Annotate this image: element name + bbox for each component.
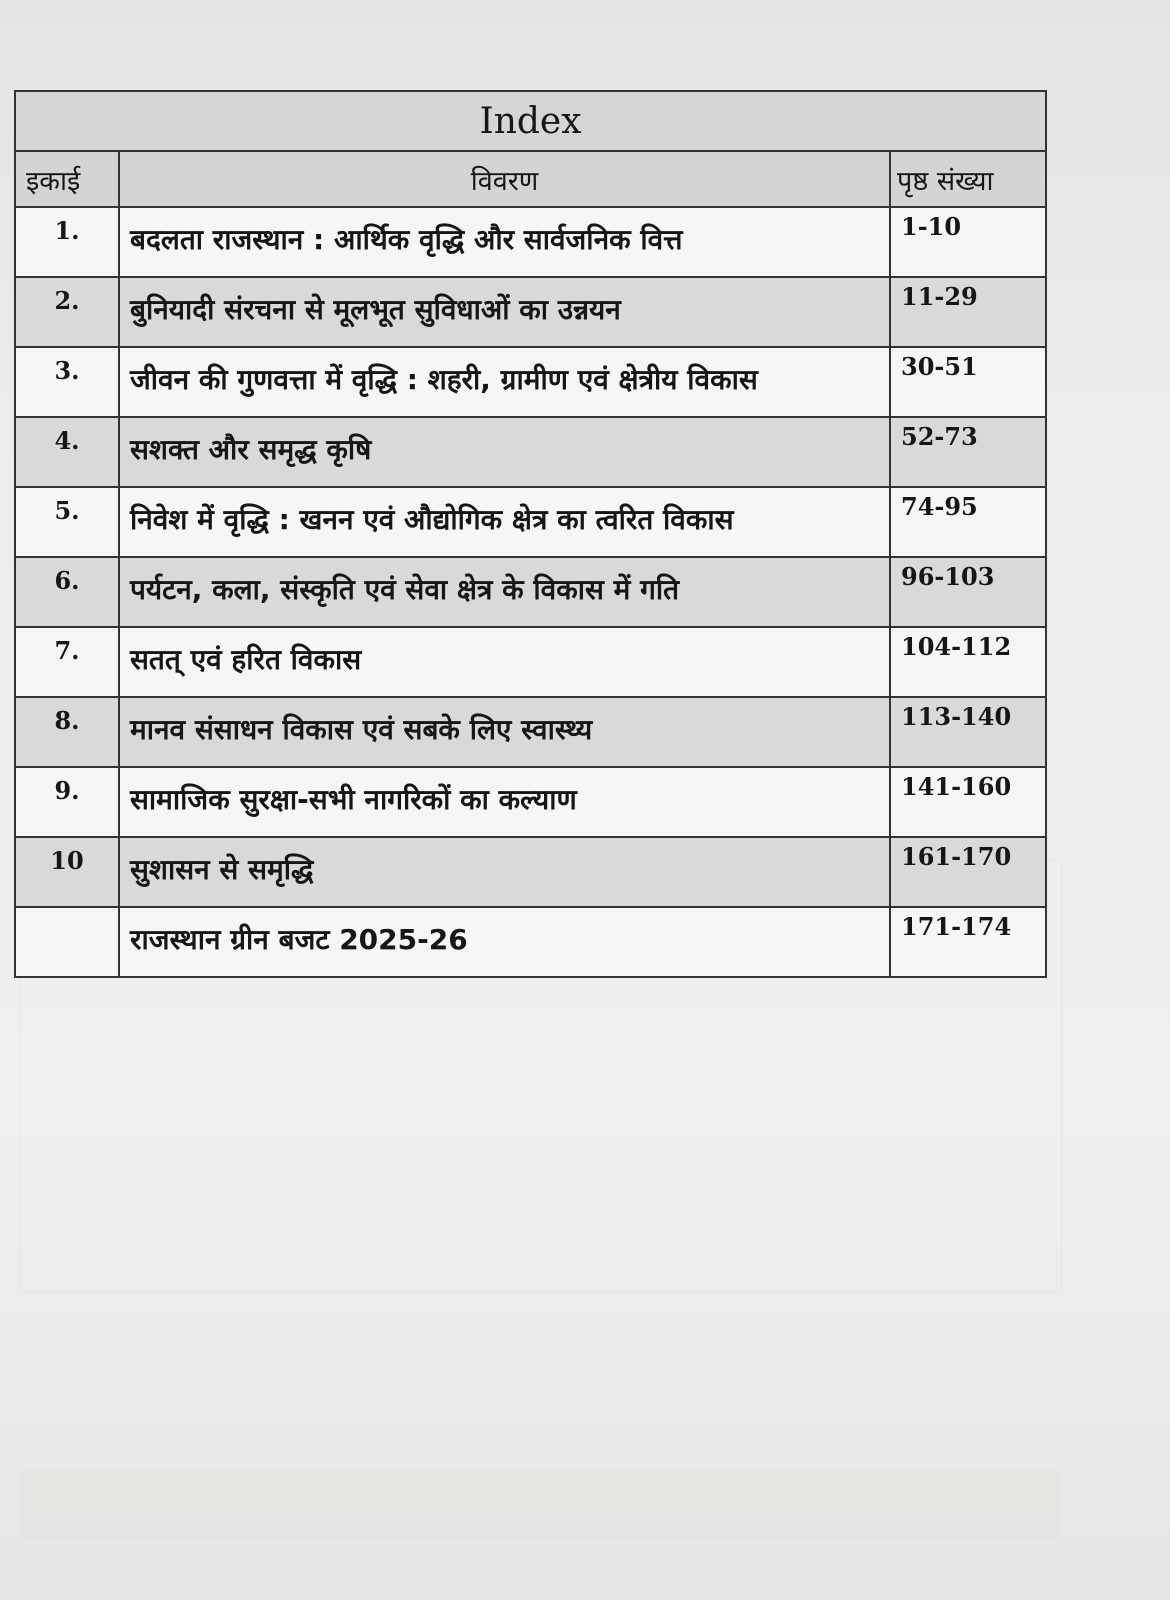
description-cell: बदलता राजस्थान : आर्थिक वृद्धि और सार्वजनिक वित्त: [119, 207, 890, 277]
index-title: Index: [15, 91, 1046, 151]
description-cell: मानव संसाधन विकास एवं सबके लिए स्वास्थ्य: [119, 697, 890, 767]
table-row: [15, 487, 1046, 557]
unit-cell: 4.: [15, 417, 119, 487]
table-row: [15, 277, 1046, 347]
pages-cell: 141-160: [890, 767, 1046, 837]
unit-cell: 7.: [15, 627, 119, 697]
unit-cell: 3.: [15, 347, 119, 417]
description-cell: पर्यटन, कला, संस्कृति एवं सेवा क्षेत्र के विकास में गति: [119, 557, 890, 627]
pages-cell: 52-73: [890, 417, 1046, 487]
description-cell: सुशासन से समृद्धि: [119, 837, 890, 907]
pages-cell: 11-29: [890, 277, 1046, 347]
pages-cell: 96-103: [890, 557, 1046, 627]
description-cell: जीवन की गुणवत्ता में वृद्धि : शहरी, ग्रामीण एवं क्षेत्रीय विकास: [119, 347, 890, 417]
pages-cell: 1-10: [890, 207, 1046, 277]
unit-cell: [15, 907, 119, 977]
unit-cell: 2.: [15, 277, 119, 347]
description-cell: सामाजिक सुरक्षा-सभी नागरिकों का कल्याण: [119, 767, 890, 837]
table-row: [15, 347, 1046, 417]
title-row: [15, 91, 1046, 151]
description-cell: राजस्थान ग्रीन बजट 2025-26: [119, 907, 890, 977]
table-row: [15, 627, 1046, 697]
index-table: [14, 90, 1047, 978]
header-pages: पृष्ठ संख्या: [890, 151, 1046, 207]
unit-cell: 10: [15, 837, 119, 907]
description-cell: निवेश में वृद्धि : खनन एवं औद्योगिक क्षेत्र का त्वरित विकास: [119, 487, 890, 557]
unit-cell: 5.: [15, 487, 119, 557]
table-row: [15, 417, 1046, 487]
pages-cell: 74-95: [890, 487, 1046, 557]
description-cell: सशक्त और समृद्ध कृषि: [119, 417, 890, 487]
table-row: [15, 837, 1046, 907]
table-row: [15, 697, 1046, 767]
table-row: [15, 557, 1046, 627]
table-row: [15, 907, 1046, 977]
pages-cell: 161-170: [890, 837, 1046, 907]
header-row: [15, 151, 1046, 207]
pages-cell: 171-174: [890, 907, 1046, 977]
pages-cell: 30-51: [890, 347, 1046, 417]
header-description: विवरण: [119, 151, 890, 207]
header-unit: इकाई: [15, 151, 119, 207]
unit-cell: 8.: [15, 697, 119, 767]
table-row: [15, 207, 1046, 277]
unit-cell: 9.: [15, 767, 119, 837]
description-cell: बुनियादी संरचना से मूलभूत सुविधाओं का उन्नयन: [119, 277, 890, 347]
description-cell: सतत् एवं हरित विकास: [119, 627, 890, 697]
unit-cell: 1.: [15, 207, 119, 277]
unit-cell: 6.: [15, 557, 119, 627]
pages-cell: 104-112: [890, 627, 1046, 697]
bleed-through-band: [20, 1470, 1060, 1540]
pages-cell: 113-140: [890, 697, 1046, 767]
table-row: [15, 767, 1046, 837]
